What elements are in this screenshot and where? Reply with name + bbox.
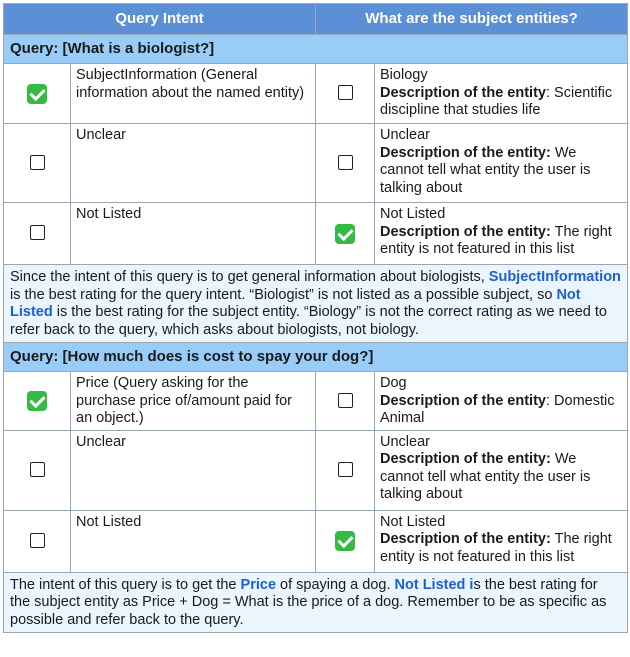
empty-checkbox-icon[interactable]: [30, 225, 45, 240]
entity-name: Not Listed: [380, 513, 446, 530]
query-row-spay-dog: [4, 343, 628, 372]
intent-option: Not Listed: [71, 510, 316, 572]
entity-desc-label: Description of the entity:: [380, 223, 551, 240]
entity-desc: The right entity is not featured in this list: [380, 223, 612, 257]
entity-option: [375, 124, 628, 203]
header-subject-entities: What are the subject entities?: [316, 4, 628, 35]
empty-checkbox-icon[interactable]: [338, 462, 353, 477]
explanation-row: [4, 572, 628, 633]
query-title: Query: [What is a biologist?]: [4, 35, 628, 64]
intent-option: Unclear: [71, 124, 316, 203]
table-row: [4, 510, 628, 572]
rating-table: [3, 3, 628, 633]
entity-option: [375, 510, 628, 572]
entity-desc-label: Description of the entity: [380, 392, 546, 409]
highlight-term: SubjectInformation: [488, 269, 621, 285]
highlight-term: Not Listed i: [394, 576, 474, 593]
query-row-biologist: [4, 35, 628, 64]
entity-desc: The right entity is not featured in this list: [380, 531, 612, 565]
entity-name: Unclear: [380, 127, 430, 143]
empty-checkbox-icon[interactable]: [338, 155, 353, 170]
intent-option: SubjectInformation (General information about the named entity): [71, 64, 316, 124]
intent-option: Price (Query asking for the purchase price of/amount paid for an object.): [71, 372, 316, 431]
table-row: [4, 203, 628, 265]
entity-desc-label: Description of the entity:: [380, 531, 551, 547]
empty-checkbox-icon[interactable]: [338, 85, 353, 100]
table-row: [4, 64, 628, 124]
explanation-row: [4, 265, 628, 343]
explanation-text: The intent of this query is to get the Price of spaying a dog. Not Listed is the best rating for the subject entity as Price + Dog = What is the price of a dog. Remember to be as specific as possible and refer back to the query.: [4, 572, 628, 633]
table-header-row: [4, 4, 628, 35]
entity-desc: Scientific discipline that studies life: [380, 84, 613, 118]
empty-checkbox-icon[interactable]: [30, 462, 45, 477]
checked-checkbox-icon[interactable]: [27, 84, 47, 104]
checked-checkbox-icon[interactable]: [27, 391, 47, 411]
entity-desc-label: Description of the entity:: [380, 144, 551, 161]
entity-desc: We cannot tell what entity the user is talking about: [380, 144, 591, 196]
entity-name: Unclear: [380, 433, 430, 450]
intent-option: Unclear: [71, 430, 316, 510]
entity-desc-label: Description of the entity: [380, 84, 546, 101]
checked-checkbox-icon[interactable]: [335, 224, 355, 244]
entity-option: Biology Description of the entity: Scientific discipline that studies life: [375, 64, 628, 124]
table-row: [4, 372, 628, 431]
empty-checkbox-icon[interactable]: [30, 155, 45, 170]
entity-desc-label: Description of the entity:: [380, 451, 551, 467]
entity-option: [375, 430, 628, 510]
highlight-term: Price: [240, 576, 277, 593]
entity-name: Biology: [380, 67, 428, 83]
explanation-text: Since the intent of this query is to get general information about biologists, SubjectInformation is the best rating for the query intent. “Biologist” is not listed as a possible subject, so Not Listed is the best rating for the subject entity. “Biology” is not the correct rating as we need to refer back to the query, which asks about biologists, not biology.: [4, 265, 628, 343]
empty-checkbox-icon[interactable]: [30, 533, 45, 548]
entity-desc: We cannot tell what entity the user is talking about: [380, 451, 591, 502]
entity-desc: Domestic Animal: [380, 392, 615, 426]
table-row: [4, 124, 628, 203]
entity-name: Dog: [380, 375, 407, 391]
entity-option: [375, 203, 628, 265]
entity-name: Not Listed: [380, 206, 446, 222]
intent-option: Not Listed: [71, 203, 316, 265]
table-row: [4, 430, 628, 510]
checked-checkbox-icon[interactable]: [335, 531, 355, 551]
query-title: Query: [How much does is cost to spay your dog?]: [4, 343, 628, 372]
header-query-intent: Query Intent: [4, 4, 316, 35]
highlight-term: Not Listed: [10, 286, 581, 320]
entity-option: Dog Description of the entity: Domestic Animal: [375, 372, 628, 431]
rating-guide-document: [3, 3, 627, 633]
empty-checkbox-icon[interactable]: [338, 393, 353, 408]
